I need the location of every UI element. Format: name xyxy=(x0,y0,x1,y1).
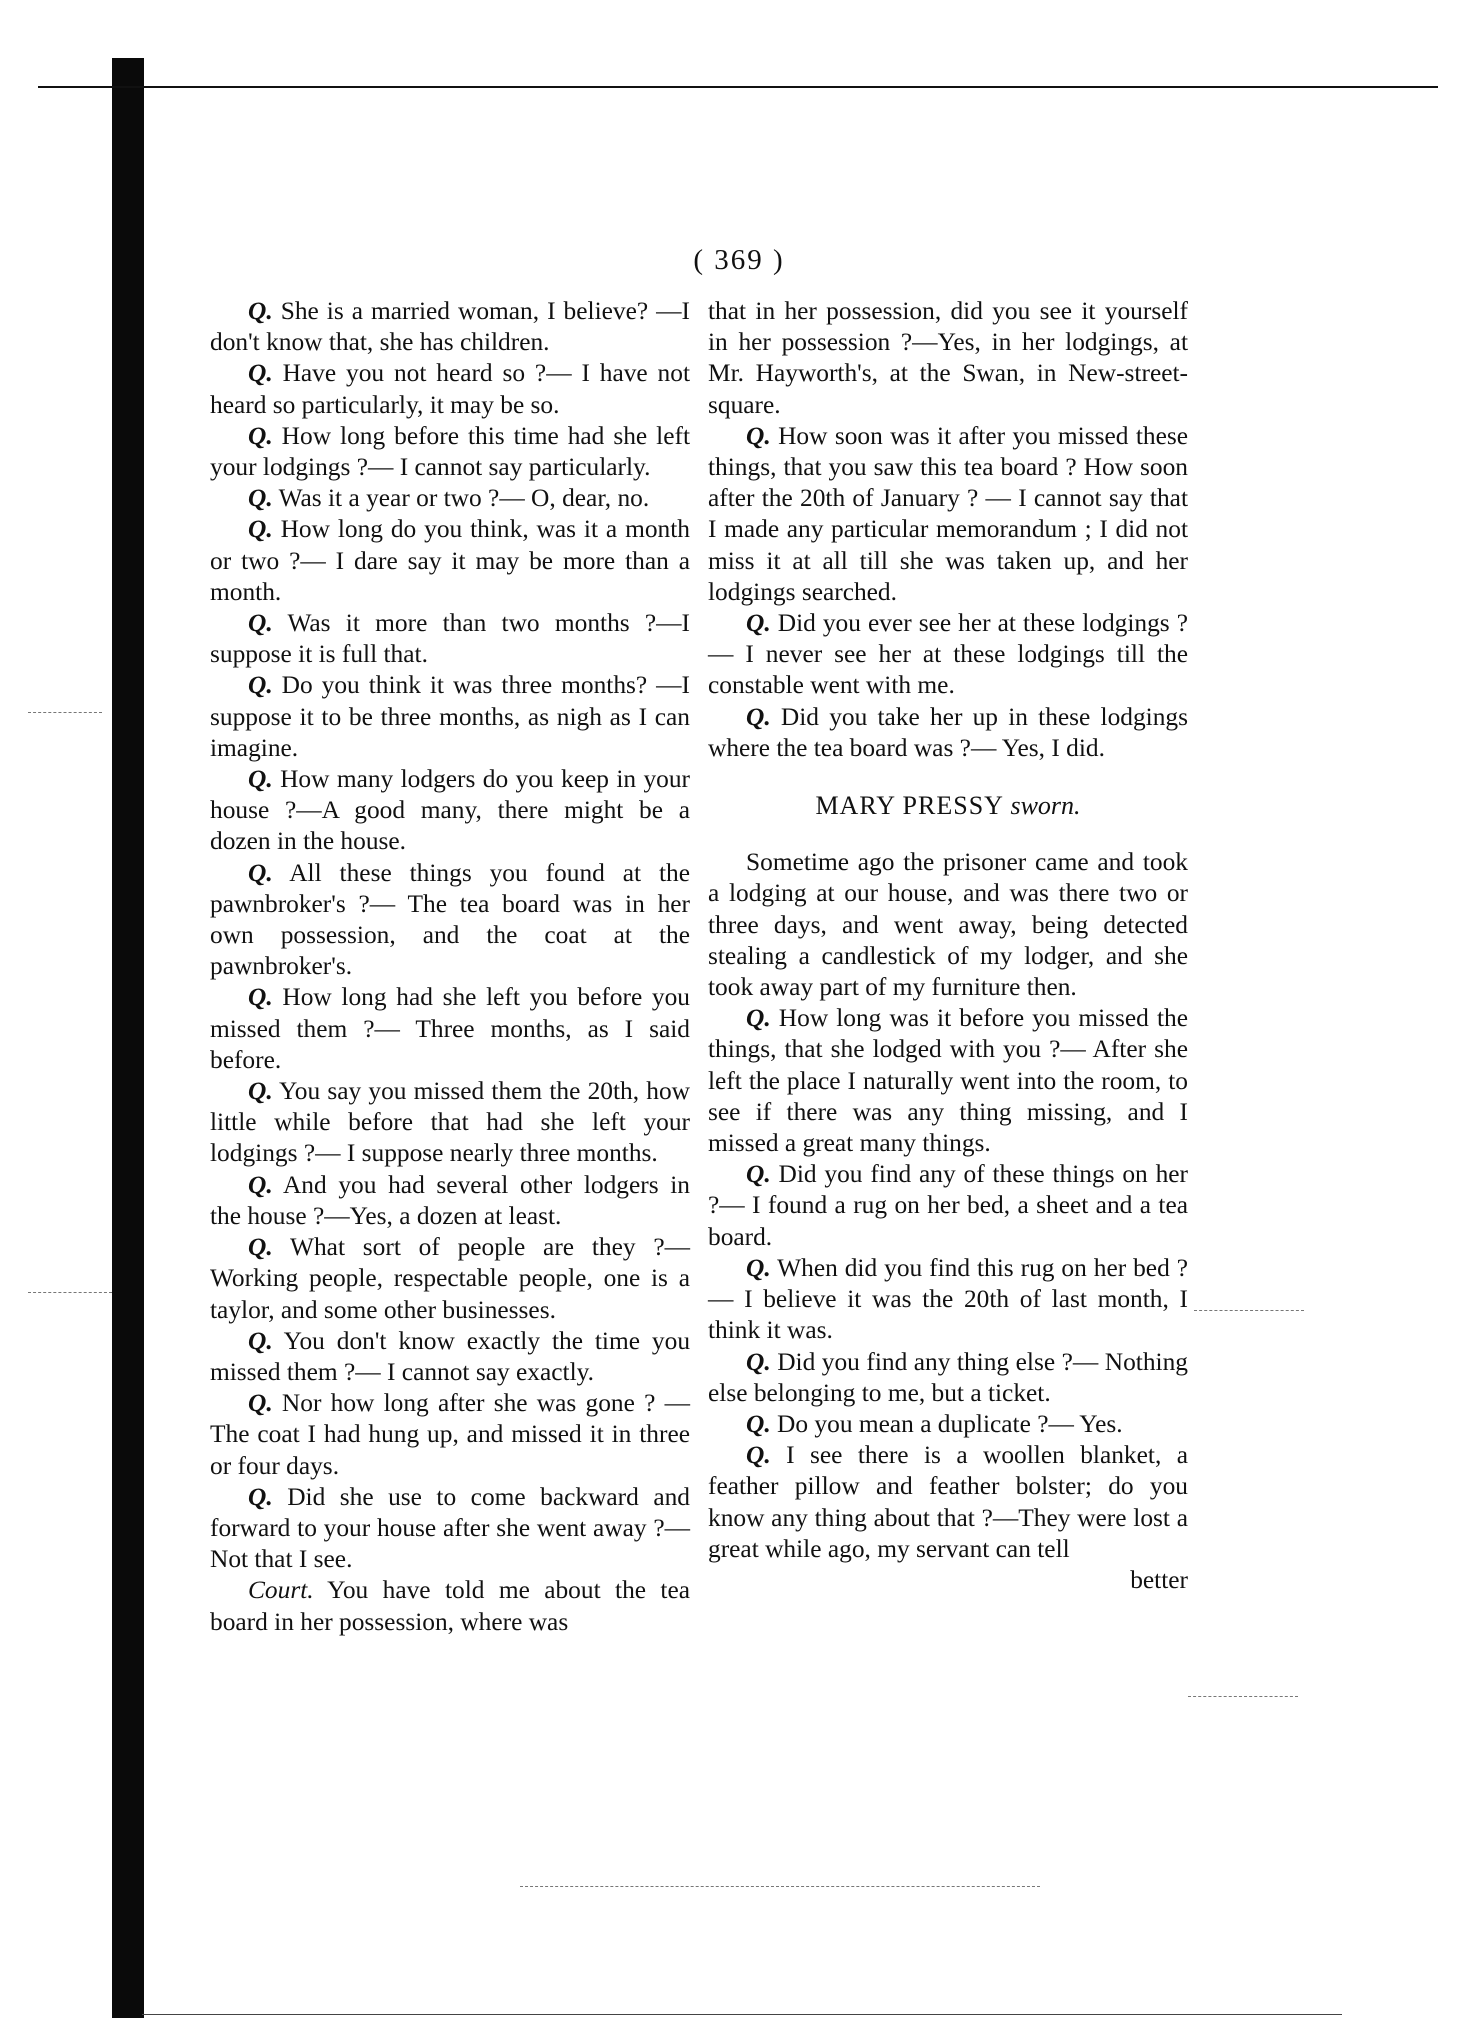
question-answer-paragraph xyxy=(210,1170,690,1232)
question-mark: Q. xyxy=(248,983,273,1012)
scan-noise-mark xyxy=(28,1292,112,1294)
scan-noise-mark xyxy=(1194,1310,1304,1312)
testimony-paragraph xyxy=(708,847,1188,1003)
scan-noise-mark xyxy=(520,1886,1040,1888)
question-answer-paragraph xyxy=(210,982,690,1076)
paragraph-text: Do you think it was three months? —I suppose it to be three months, as nigh as I can imagine. xyxy=(210,671,690,762)
question-mark: Q. xyxy=(248,1389,273,1418)
question-answer-paragraph xyxy=(708,1003,1188,1159)
paragraph-text: You have told me about the tea board in her possession, where was xyxy=(210,1576,691,1636)
question-answer-paragraph xyxy=(210,764,690,858)
question-mark: Q. xyxy=(248,671,273,700)
question-mark: Q. xyxy=(248,515,273,544)
continued-paragraph xyxy=(708,296,1188,421)
right-column xyxy=(708,296,1188,1596)
question-answer-paragraph xyxy=(708,608,1188,702)
question-mark: Q. xyxy=(746,1347,771,1376)
catchword-text: better xyxy=(1130,1565,1188,1594)
paragraph-text: Nor how long after she was gone ? — The coat I had hung up, and missed it in three or four days. xyxy=(210,1389,690,1480)
question-answer-paragraph xyxy=(708,702,1188,764)
paragraph-text: How many lodgers do you keep in your house ?—A good many, there might be a dozen in the house. xyxy=(210,765,690,856)
question-mark: Q. xyxy=(248,359,273,388)
question-mark: Q. xyxy=(248,765,273,794)
question-mark: Q. xyxy=(248,609,273,638)
question-mark: Q. xyxy=(248,1170,273,1199)
paragraph-text: How long do you think, was it a month or two ?— I dare say it may be more than a month. xyxy=(210,515,690,606)
paragraph-text: She is a married woman, I believe? —I don't know that, she has children. xyxy=(210,297,690,357)
question-answer-paragraph xyxy=(210,1076,690,1170)
question-mark: Q. xyxy=(248,858,273,887)
question-mark: Q. xyxy=(248,1482,273,1511)
question-mark: Q. xyxy=(746,1409,771,1438)
question-mark: Q. xyxy=(248,1326,273,1355)
paragraph-text: Sometime ago the prisoner came and took a lodging at our house, and was there two or three days, and went away, being detected stealing a candlestick of my lodger, and she took away part of my furniture then. xyxy=(708,848,1188,1002)
question-answer-paragraph xyxy=(708,1440,1188,1565)
witness-heading xyxy=(708,790,1188,821)
question-answer-paragraph xyxy=(210,1232,690,1326)
speaker-label: Court. xyxy=(248,1576,314,1605)
question-answer-paragraph xyxy=(210,1482,690,1576)
question-answer-paragraph xyxy=(210,296,690,358)
question-mark: Q. xyxy=(746,1253,771,1282)
question-answer-paragraph xyxy=(210,483,690,514)
scan-noise-mark xyxy=(1188,1696,1298,1698)
question-mark: Q. xyxy=(248,421,273,450)
scan-noise-mark xyxy=(28,712,102,714)
paragraph-text: Did you take her up in these lodgings where the tea board was ?— Yes, I did. xyxy=(708,702,1188,762)
paragraph-text: What sort of people are they ?— Working people, respectable people, one is a taylor, and some other businesses. xyxy=(210,1233,690,1324)
page-number: ( 369 ) xyxy=(693,244,785,276)
question-answer-paragraph xyxy=(210,1326,690,1388)
scanned-binding-shadow xyxy=(112,58,144,2018)
question-answer-paragraph xyxy=(210,514,690,608)
question-answer-paragraph xyxy=(210,358,690,420)
paragraph-text: You say you missed them the 20th, how little while before that had she left your lodgings ?— I suppose nearly three months. xyxy=(210,1077,690,1168)
question-answer-paragraph xyxy=(708,1159,1188,1253)
top-scan-rule xyxy=(38,86,1438,88)
catchword xyxy=(708,1565,1188,1596)
sworn-label: sworn. xyxy=(1010,791,1081,821)
bottom-scan-rule xyxy=(142,2014,1342,2015)
paragraph-text: Did you ever see her at these lodgings ?— I never see her at these lodgings till the constable went with me. xyxy=(708,609,1188,700)
question-answer-paragraph xyxy=(708,421,1188,608)
paragraph-text: You don't know exactly the time you missed them ?— I cannot say exactly. xyxy=(210,1326,691,1386)
question-mark: Q. xyxy=(746,609,771,638)
witness-name: MARY PRESSY xyxy=(815,791,1003,821)
paragraph-text: Do you mean a duplicate ?— Yes. xyxy=(777,1409,1123,1438)
question-mark: Q. xyxy=(746,421,771,450)
question-answer-paragraph xyxy=(708,1253,1188,1347)
paragraph-text: Have you not heard so ?— I have not heard so particularly, it may be so. xyxy=(210,359,690,419)
question-mark: Q. xyxy=(248,1077,273,1106)
question-answer-paragraph xyxy=(708,1347,1188,1409)
paragraph-text: How long had she left you before you missed them ?— Three months, as I said before. xyxy=(210,983,690,1074)
paragraph-text: Did you find any thing else ?— Nothing else belonging to me, but a ticket. xyxy=(708,1347,1188,1407)
question-mark: Q. xyxy=(746,1004,771,1033)
paragraph-text: I see there is a woollen blanket, a feather pillow and feather bolster; do you know any thing about that ?—They were lost a great while ago, my servant can tell xyxy=(708,1441,1188,1563)
paragraph-text: Was it more than two months ?—I suppose it is full that. xyxy=(210,609,691,669)
question-mark: Q. xyxy=(746,1160,771,1189)
question-answer-paragraph xyxy=(210,1388,690,1482)
paragraph-text: All these things you found at the pawnbroker's ?— The tea board was in her own possession, and the coat at the pawnbroker's. xyxy=(210,858,690,981)
paragraph-text: How long was it before you missed the things, that she lodged with you ?— After she left the place I naturally went into the room, to see if there was any thing missing, and I missed a great many things. xyxy=(708,1004,1188,1158)
question-answer-paragraph xyxy=(708,1409,1188,1440)
court-paragraph xyxy=(210,1575,690,1637)
paragraph-text: that in her possession, did you see it yourself in her possession ?—Yes, in her lodgings, at Mr. Hayworth's, at the Swan, in New-street-square. xyxy=(708,297,1188,419)
question-mark: Q. xyxy=(746,702,771,731)
question-answer-paragraph xyxy=(210,421,690,483)
question-answer-paragraph xyxy=(210,608,690,670)
paragraph-text: How soon was it after you missed these things, that you saw this tea board ? How soon after the 20th of January ? — I cannot say that I made any particular memorandum ; I did not miss it at all till she was taken up, and her lodgings searched. xyxy=(708,421,1188,606)
question-mark: Q. xyxy=(248,484,273,513)
paragraph-text: When did you find this rug on her bed ?— I believe it was the 20th of last month, I think it was. xyxy=(708,1253,1188,1345)
paragraph-text: And you had several other lodgers in the house ?—Yes, a dozen at least. xyxy=(210,1170,690,1230)
question-answer-paragraph xyxy=(210,670,690,764)
question-answer-paragraph xyxy=(210,858,690,983)
question-mark: Q. xyxy=(248,297,273,325)
question-mark: Q. xyxy=(248,1233,273,1262)
paragraph-text: How long before this time had she left your lodgings ?— I cannot say particularly. xyxy=(210,421,690,482)
paragraph-text: Did she use to come backward and forward to your house after she went away ?—Not that I see. xyxy=(210,1482,690,1574)
question-mark: Q. xyxy=(746,1441,771,1470)
paragraph-text: Was it a year or two ?— O, dear, no. xyxy=(278,484,650,513)
left-column xyxy=(210,296,690,1638)
paragraph-text: Did you find any of these things on her ?— I found a rug on her bed, a sheet and a tea board. xyxy=(708,1160,1188,1251)
